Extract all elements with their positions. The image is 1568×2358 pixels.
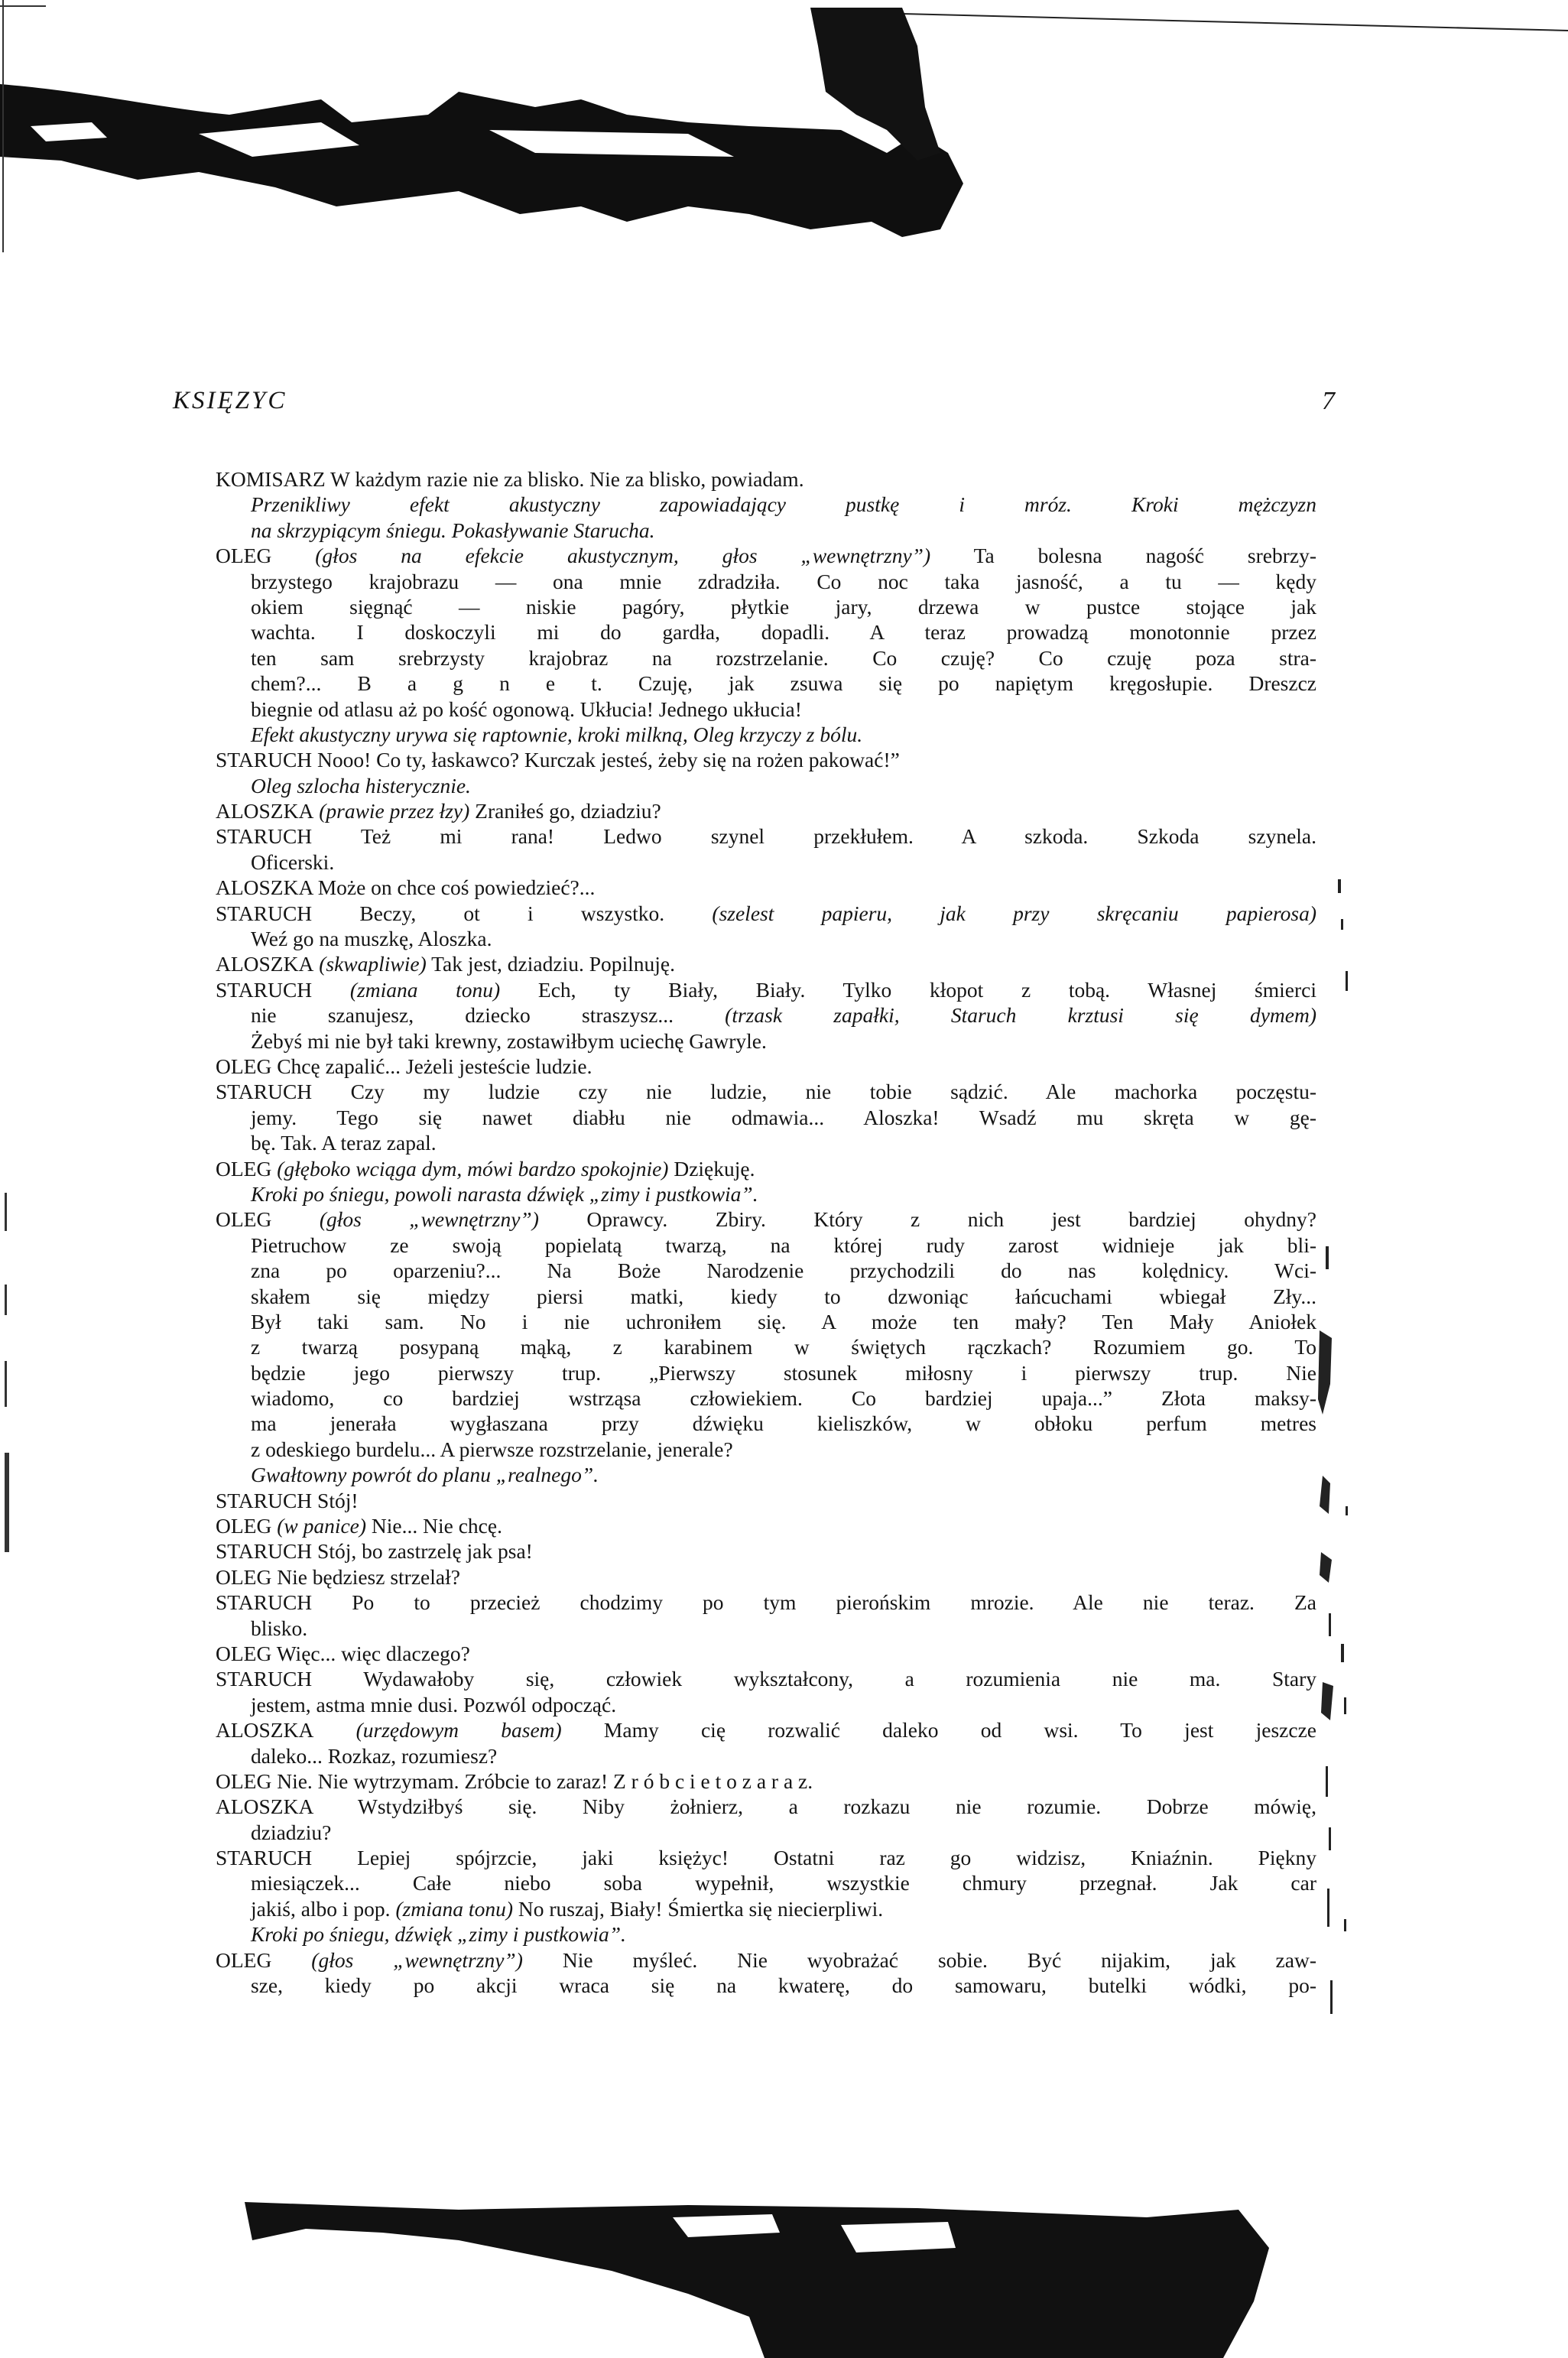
text-line [216,1130,1316,1155]
text-line [216,722,1316,747]
text-line [216,1768,1316,1794]
line-text: zna po oparzeniu?... Na Boże Narodzenie przychodzili do nas kolędnicy. Wci- [251,1259,1316,1283]
scan-blot [1318,1330,1332,1414]
line-text: Stój, bo zastrzelę jak psa! [312,1539,533,1564]
scan-speck [1346,1506,1348,1515]
text-line [216,1590,1316,1615]
line-text: Nie. Nie wytrzymam. Zróbcie to zaraz! Z r ó b c i e t o z a r a z. [271,1768,813,1793]
text-line [216,1156,1316,1181]
line-text: Może on chce coś powiedzieć?... [312,875,596,900]
line-text: dziadziu? [251,1820,332,1844]
text-line [216,773,1316,798]
text-line [216,1973,1316,1998]
speaker-name: STARUCH [216,1667,313,1691]
line-text: blisko. [251,1616,308,1640]
line-text: skałem się między piersi matki, kiedy to dzwoniąc łańcuchami wbiegał Zły... [251,1284,1316,1308]
text-line [216,1513,1316,1538]
text-line [216,1207,1316,1232]
speaker-name: ALOSZKA [216,1718,314,1743]
text-line [216,849,1316,875]
text-line [216,798,1316,823]
line-text: jakiś, albo i pop. [251,1896,391,1921]
line-text: Po to przecież chodzimy po tym pierońskim mrozie. Ale nie teraz. Za [312,1590,1316,1615]
stage-direction: (zmiana tonu) [390,1896,513,1921]
text-line [216,1411,1316,1436]
text-line [216,569,1316,594]
scan-speck [1338,879,1341,893]
line-text: Tak jest, dziadziu. Popilnuję. [426,952,675,976]
scan-top-artifact [0,0,1568,275]
text-line [216,1385,1316,1411]
text-line [216,1105,1316,1130]
text-line [216,901,1316,926]
text-line [216,1488,1316,1513]
line-text: W każdym razie nie za blisko. Nie za blisko, powiadam. [325,467,804,491]
text-line [216,466,1316,492]
line-text: No ruszaj, Biały! Śmiertka się niecierpliwi. [512,1896,884,1921]
line-text: Nooo! Co ty, łaskawco? Kurczak jesteś, żeby się na rożen pakować!” [312,748,900,772]
text-line [216,1028,1316,1054]
text-line [216,492,1316,517]
text-line [216,1692,1316,1717]
line-text: sze, kiedy po akcji wraca się na kwaterę, do samowaru, butelki wódki, po- [251,1973,1316,1998]
speaker-name: OLEG [216,1564,272,1589]
line-text: Ech, ty Biały, Biały. Tylko kłopot z tobą. Własnej śmierci [500,977,1316,1002]
text-line [216,1845,1316,1870]
text-line [216,1947,1316,1973]
text-line [216,1258,1316,1283]
line-text: wiadomo, co bardziej wstrząsa człowiekiem. Co bardziej upaja...” Złota maksy- [251,1386,1316,1411]
speaker-name: OLEG [216,1514,272,1538]
line-text: Beczy, ot i wszystko. [312,901,665,925]
text-line [216,926,1316,951]
line-text: biegnie od atlasu aż po kość ogonową. Ukłucia! Jednego ukłucia! [251,697,802,721]
line-text: Stój! [312,1488,359,1512]
scan-speck [1326,1246,1329,1269]
line-text: Nie myśleć. Nie wyobrażać sobie. Być nijakim, jak zaw- [522,1947,1316,1972]
line-text: chem?... B a g n e t. Czuję, jak zsuwa się po napiętym kręgosłupie. Dreszcz [251,671,1316,696]
speaker-name: OLEG [216,1768,272,1793]
scan-left-marks [0,1193,23,1590]
stage-direction: (w panice) [271,1514,367,1538]
stage-direction: (trzask zapałki, Staruch krztusi się dymem) [673,1003,1316,1028]
line-text: będzie jego pierwszy trup. „Pierwszy stosunek miłosny i pierwszy trup. Nie [251,1360,1316,1385]
line-text: Nie będziesz strzelał? [271,1564,460,1589]
scan-edge-marks [1315,879,1567,2179]
text-line [216,1820,1316,1845]
line-text: Zraniłeś go, dziadziu? [469,799,661,823]
line-text: Oleg szlocha histerycznie. [251,773,471,797]
line-text: Chcę zapalić... Jeżeli jesteście ludzie. [271,1054,592,1078]
line-text: Lepiej spójrzcie, jaki księżyc! Ostatni raz go widzisz, Kniaźnin. Piękny [312,1846,1316,1870]
text-line [216,1717,1316,1743]
speaker-name: STARUCH [216,1080,313,1104]
scan-speck [1330,1980,1333,2014]
text-line [216,977,1316,1002]
stage-direction: (głęboko wciąga dym, mówi bardzo spokojnie) [271,1156,669,1181]
line-text: Nie... Nie chcę. [366,1514,502,1538]
line-text: Oficerski. [251,849,335,874]
scan-speck [5,1453,9,1552]
scan-torn-band [0,84,963,237]
text-line [216,697,1316,722]
speaker-name: STARUCH [216,824,313,849]
line-text: okiem sięgnąć — niskie pagóry, płytkie jary, drzewa w pustce stojące jak [251,594,1316,619]
scan-speck [1341,919,1343,930]
chapter-title: KSIĘZYC [173,387,287,414]
line-text: jestem, astma mnie dusi. Pozwól odpocząć. [251,1692,617,1717]
scan-blot [1321,1682,1333,1720]
text-line [216,1921,1316,1947]
line-text: Kroki po śniegu, dźwięk „zimy i pustkowia”. [251,1922,626,1947]
text-line [216,1360,1316,1385]
line-text: jemy. Tego się nawet diabłu nie odmawia... Aloszka! Wsadź mu skręta w gę- [251,1105,1316,1129]
scan-speck [1344,1919,1346,1931]
text-line [216,1666,1316,1691]
line-text: bę. Tak. A teraz zapal. [251,1131,437,1155]
text-line [216,594,1316,619]
speaker-name: OLEG [216,1054,272,1078]
text-line [216,1870,1316,1895]
scan-bottom-artifact [0,2187,1568,2358]
text-line [216,823,1316,849]
line-text: Mamy cię rozwalić daleko od wsi. To jest jeszcze [561,1718,1316,1743]
scan-speck [1341,1644,1344,1662]
text-line [216,1079,1316,1104]
line-text: Wydawałoby się, człowiek wykształcony, a rozumienia nie ma. Stary [312,1667,1316,1691]
stage-direction: (głos „wewnętrzny”) [271,1207,539,1232]
line-text: Więc... więc dlaczego? [271,1641,470,1665]
scan-blot [1320,1552,1332,1583]
line-text: Pietruchow ze swoją popielatą twarzą, na której rudy zarost widnieje jak bli- [251,1233,1316,1257]
text-line [216,1743,1316,1768]
scan-blot [1320,1476,1330,1514]
stage-direction: (szelest papieru, jak przy skręcaniu papierosa) [664,901,1316,925]
line-text: z twarzą posypaną mąką, z karabinem w świętych rączkach? Rozumiem go. To [251,1335,1316,1359]
text-line [216,1641,1316,1666]
line-text: Efekt akustyczny urywa się raptownie, kroki milkną, Oleg krzyczy z bólu. [251,722,863,746]
line-text: Kroki po śniegu, powoli narasta dźwięk „zimy i pustkowia”. [251,1181,758,1206]
text-line [216,1794,1316,1819]
speaker-name: OLEG [216,1156,272,1181]
line-text: Przenikliwy efekt akustyczny zapowiadający pustkę i mróz. Kroki mężczyzn [251,492,1316,517]
torn-edge-top [0,0,1568,23]
speaker-name: STARUCH [216,748,313,772]
speaker-name: STARUCH [216,1539,313,1564]
speaker-name: STARUCH [216,1488,313,1512]
speaker-name: STARUCH [216,1846,313,1870]
line-text: Żebyś mi nie był taki krewny, zostawiłbym uciechę Gawryle. [251,1028,767,1053]
text-line [216,1181,1316,1207]
speaker-name: KOMISARZ [216,467,326,491]
page-number: 7 [1322,387,1335,415]
text-line [216,1284,1316,1309]
stage-direction: (skwapliwie) [313,952,427,976]
speaker-name: STARUCH [216,901,313,925]
line-text: brzystego krajobrazu — ona mnie zdradziła. Co noc taka jasność, a tu — kędy [251,569,1316,593]
text-line [216,671,1316,696]
line-text: Gwałtowny powrót do planu „realnego”. [251,1463,599,1487]
text-line [216,747,1316,772]
line-text: miesiączek... Całe niebo soba wypełnił, wszystkie chmury przegnał. Jak car [251,1871,1316,1895]
line-text: Wstydziłbyś się. Niby żołnierz, a rozkazu nie rozumie. Dobrze mówię, [312,1794,1316,1819]
scan-speck [1329,1613,1331,1636]
scan-speck [1329,1827,1331,1850]
line-text: Ta bolesna nagość srebrzy- [930,544,1316,568]
text-line [216,1002,1316,1028]
line-text: z odeskiego burdelu... A pierwsze rozstrzelanie, jenerale? [251,1437,733,1461]
line-text: ten sam srebrzysty krajobraz na rozstrzelanie. Co czuję? Co czuję poza stra- [251,645,1316,670]
line-text: na skrzypiącym śniegu. Pokasływanie Starucha. [251,518,655,542]
scan-speck [1326,1766,1328,1797]
text-line [216,1538,1316,1564]
scan-speck [5,1361,7,1407]
stage-direction: (urzędowym basem) [313,1718,562,1743]
scan-speck [1327,1889,1329,1927]
speaker-name: ALOSZKA [216,1794,313,1819]
text-line [216,645,1316,671]
line-text: wachta. I doskoczyli mi do gardła, dopadli. A teraz prowadzą monotonnie przez [251,620,1316,645]
line-text: Dziękuję. [668,1156,755,1181]
text-line [216,543,1316,568]
speaker-name: STARUCH [216,977,313,1002]
text-line [216,1054,1316,1079]
line-text: Weź go na muszkę, Aloszka. [251,927,492,951]
text-line [216,1309,1316,1334]
text-line [216,518,1316,543]
text-line [216,1334,1316,1359]
text-line [216,1233,1316,1258]
speaker-name: ALOSZKA [216,799,314,823]
line-text: Był taki sam. No i nie uchroniłem się. A może ten mały? Ten Mały Aniołek [251,1309,1316,1333]
speaker-name: STARUCH [216,1590,313,1615]
line-text: Czy my ludzie czy nie ludzie, nie tobie sądzić. Ale machorka poczęstu- [312,1080,1316,1104]
stage-direction: (zmiana tonu) [312,977,501,1002]
speaker-name: ALOSZKA [216,952,314,976]
stage-direction: (głos „wewnętrzny”) [271,1947,523,1972]
scan-speck [1346,971,1348,991]
speaker-name: OLEG [216,1641,272,1665]
scan-speck [5,1285,7,1315]
text-line [216,951,1316,976]
text-line [216,1564,1316,1590]
play-text [216,466,1316,1998]
line-text: ma jenerała wygłaszana przy dźwięku kieliszków, w obłoku perfum metres [251,1411,1316,1436]
speaker-name: OLEG [216,544,272,568]
text-line [216,1462,1316,1487]
scan-white-streak [841,2222,956,2252]
scan-speck [5,1193,7,1231]
text-line [216,875,1316,900]
line-text: Też mi rana! Ledwo szynel przekłułem. A szkoda. Szkoda szynela. [312,824,1316,849]
text-line [216,1896,1316,1921]
stage-direction: (głos na efekcie akustycznym, głos „wewnętrzny”) [271,544,931,568]
line-text: nie szanujesz, dziecko straszysz... [251,1003,674,1028]
stage-direction: (prawie przez łzy) [313,799,470,823]
speaker-name: ALOSZKA [216,875,313,900]
text-line [216,619,1316,645]
speaker-name: OLEG [216,1947,272,1972]
scan-speck [1344,1697,1346,1714]
line-text: daleko... Rozkaz, rozumiesz? [251,1743,498,1768]
text-line [216,1616,1316,1641]
text-line [216,1437,1316,1462]
running-header [173,387,1335,430]
line-text: Oprawcy. Zbiry. Który z nich jest bardziej ohydny? [538,1207,1316,1232]
speaker-name: OLEG [216,1207,272,1232]
